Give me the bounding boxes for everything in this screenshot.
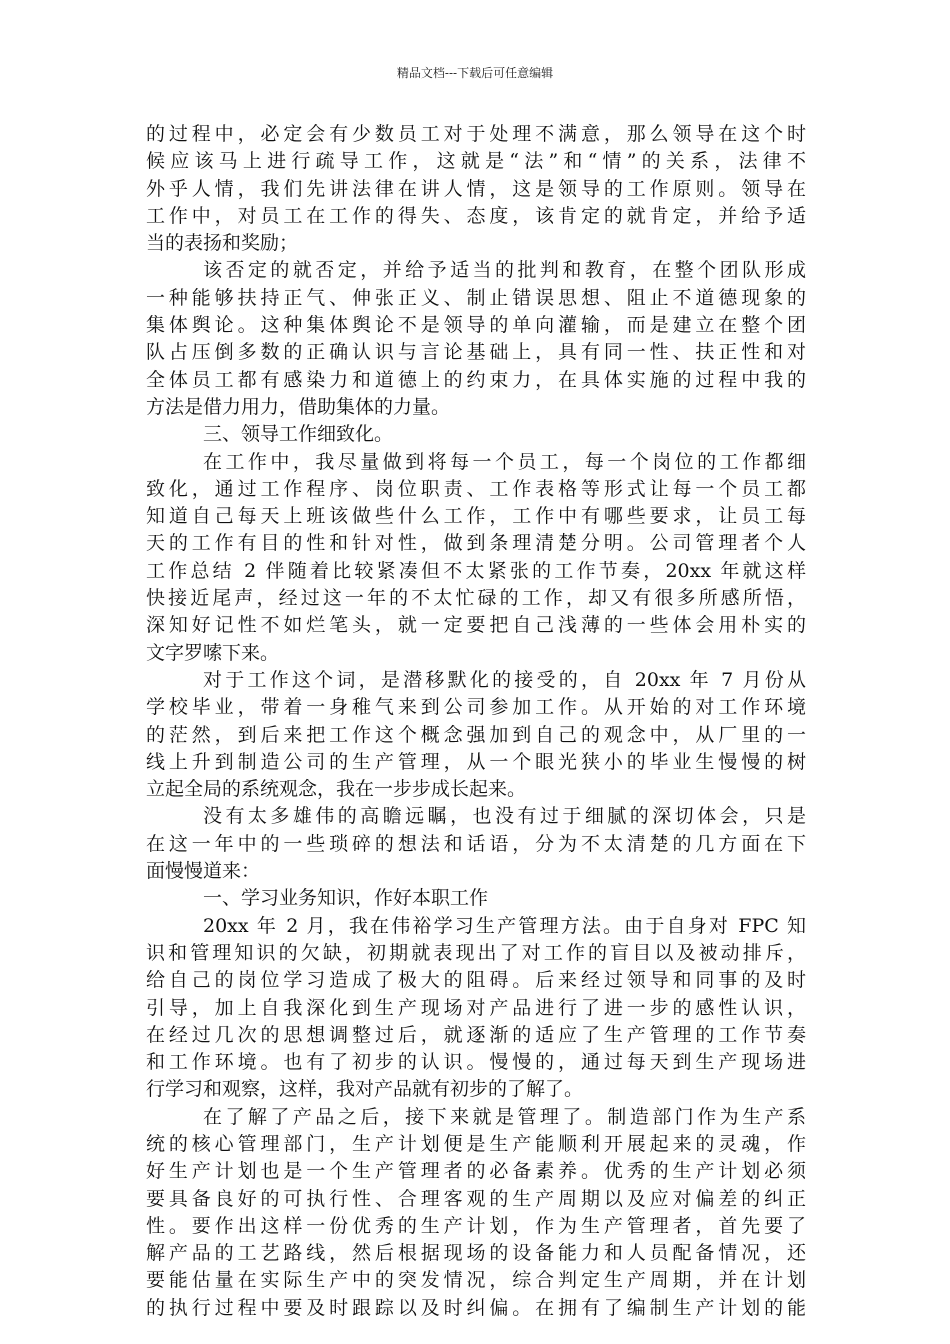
text-line: 学校毕业，带着一身稚气来到公司参加工作。从开始的对工作环境 bbox=[146, 696, 806, 719]
text-line: 统的核心管理部门，生产计划便是生产能顺利开展起来的灵魂，作 bbox=[146, 1132, 806, 1155]
text-line: 在工作中，我尽量做到将每一个员工，每一个岗位的工作都细 bbox=[203, 450, 806, 473]
text-line: 对于工作这个词，是潜移默化的接受的，自 20xx 年 7 月份从 bbox=[203, 668, 806, 691]
text-line: 引导，加上自我深化到生产现场对产品进行了进一步的感性认识， bbox=[146, 996, 806, 1019]
section-heading: 一、学习业务知识，作好本职工作 bbox=[203, 887, 489, 910]
text-line: 线上升到制造公司的生产管理，从一个眼光狭小的毕业生慢慢的树 bbox=[146, 750, 806, 773]
text-line: 没有太多雄伟的高瞻远瞩，也没有过于细腻的深切体会，只是 bbox=[203, 805, 806, 828]
text-line: 候应该马上进行疏导工作，这就是“法”和“情”的关系，法律不 bbox=[146, 150, 806, 173]
text-line: 方法是借力用力，借助集体的力量。 bbox=[146, 395, 451, 418]
document-body bbox=[146, 121, 806, 1322]
text-line: 要具备良好的可执行性、合理客观的生产周期以及应对偏差的纠正 bbox=[146, 1187, 806, 1210]
text-line: 的执行过程中要及时跟踪以及时纠偏。在拥有了编制生产计划的能 bbox=[146, 1296, 806, 1319]
section-heading: 三、领导工作细致化。 bbox=[203, 423, 394, 446]
text-line: 面慢慢道来： bbox=[146, 860, 261, 883]
text-line: 外乎人情，我们先讲法律在讲人情，这是领导的工作原则。领导在 bbox=[146, 177, 806, 200]
text-line: 工作总结 2 伴随着比较紧凑但不太紧张的工作节奏，20xx 年就这样 bbox=[146, 559, 806, 582]
text-line: 好生产计划也是一个生产管理者的必备素养。优秀的生产计划必须 bbox=[146, 1160, 806, 1183]
text-line: 和工作环境。也有了初步的认识。慢慢的，通过每天到生产现场进 bbox=[146, 1051, 806, 1074]
text-line: 知道自己每天上班该做些什么工作，工作中有哪些要求，让员工每 bbox=[146, 505, 806, 528]
text-line: 的茫然，到后来把工作这个概念强加到自己的观念中，从厂里的一 bbox=[146, 723, 806, 746]
text-line: 立起全局的系统观念，我在一步步成长起来。 bbox=[146, 778, 527, 801]
text-line: 识和管理知识的欠缺，初期就表现出了对工作的盲目以及被动排斥， bbox=[146, 941, 806, 964]
text-line: 文字罗嗦下来。 bbox=[146, 641, 280, 664]
text-line: 全体员工都有感染力和道德上的约束力，在具体实施的过程中我的 bbox=[146, 368, 806, 391]
text-line: 深知好记性不如烂笔头，就一定要把自己浅薄的一些体会用朴实的 bbox=[146, 614, 806, 637]
text-line: 在经过几次的思想调整过后，就逐渐的适应了生产管理的工作节奏 bbox=[146, 1023, 806, 1046]
text-line: 快接近尾声，经过这一年的不太忙碌的工作，却又有很多所感所悟， bbox=[146, 587, 806, 610]
text-line: 解产品的工艺路线，然后根据现场的设备能力和人员配备情况，还 bbox=[146, 1242, 806, 1265]
text-line: 行学习和观察，这样，我对产品就有初步的了解了。 bbox=[146, 1078, 584, 1101]
text-line: 该否定的就否定，并给予适当的批判和教育，在整个团队形成 bbox=[203, 259, 806, 282]
text-line: 性。要作出这样一份优秀的生产计划，作为生产管理者，首先要了 bbox=[146, 1214, 806, 1237]
text-line: 队占压倒多数的正确认识与言论基础上，具有同一性、扶正性和对 bbox=[146, 341, 806, 364]
text-line: 在了解了产品之后，接下来就是管理了。制造部门作为生产系 bbox=[203, 1105, 806, 1128]
page-header: 精品文档---下载后可任意编辑 bbox=[396, 66, 554, 80]
text-line: 当的表扬和奖励； bbox=[146, 232, 299, 255]
text-line: 给自己的岗位学习造成了极大的阻碍。后来经过领导和同事的及时 bbox=[146, 969, 806, 992]
text-line: 的过程中，必定会有少数员工对于处理不满意，那么领导在这个时 bbox=[146, 123, 806, 145]
text-line: 一种能够扶持正气、伸张正义、制止错误思想、阻止不道德现象的 bbox=[146, 286, 806, 309]
text-line: 致化，通过工作程序、岗位职责、工作表格等形式让每一个员工都 bbox=[146, 477, 806, 500]
text-line: 在这一年中的一些琐碎的想法和话语，分为不太清楚的几方面在下 bbox=[146, 832, 806, 855]
text-line: 要能估量在实际生产中的突发情况，综合判定生产周期，并在计划 bbox=[146, 1269, 806, 1292]
text-line: 天的工作有目的性和针对性，做到条理清楚分明。公司管理者个人 bbox=[146, 532, 806, 555]
text-line: 工作中，对员工在工作的得失、态度，该肯定的就肯定，并给予适 bbox=[146, 204, 806, 227]
text-line: 集体舆论。这种集体舆论不是领导的单向灌输，而是建立在整个团 bbox=[146, 314, 806, 337]
text-line: 20xx 年 2 月，我在伟裕学习生产管理方法。由于自身对 FPC 知 bbox=[203, 914, 806, 937]
